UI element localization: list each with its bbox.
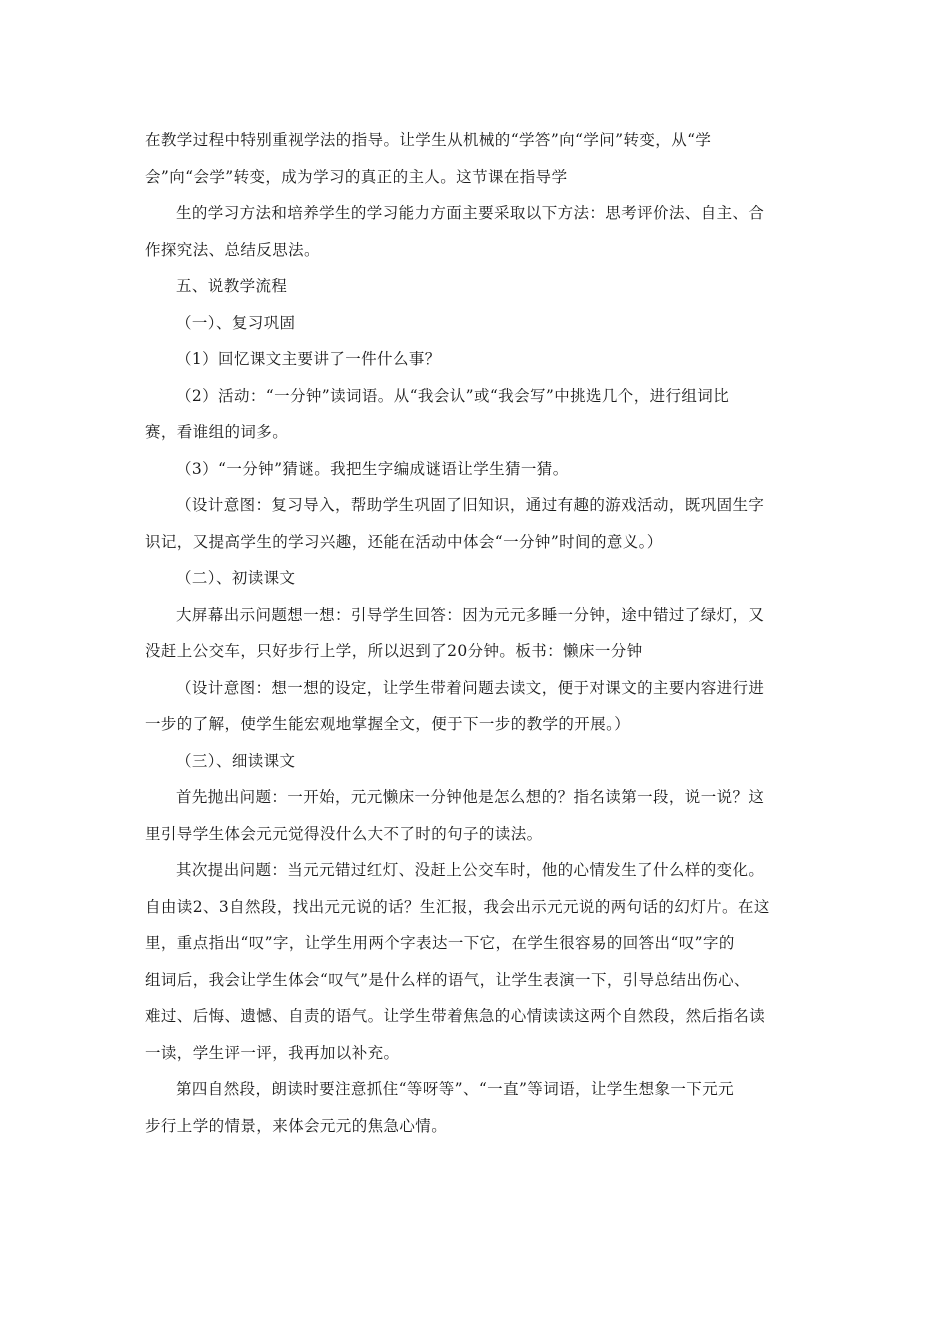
subsection-heading: （一）、复习巩固: [176, 313, 296, 332]
text-line: 没赶上公交车，只好步行上学，所以迟到了20分钟。板书：懒床一分钟: [145, 642, 643, 660]
document-body: [145, 122, 807, 1144]
text-line: （1）回忆课文主要讲了一件什么事？: [176, 350, 441, 368]
text-line: 会”向“会学”转变，成为学习的真正的主人。这节课在指导学: [145, 167, 568, 186]
text-line: （2）活动：“一分钟”读词语。从“我会认”或“我会写”中挑选几个，进行组词比: [176, 386, 730, 405]
text-line: （3）“一分钟”猜谜。我把生字编成谜语让学生猜一猜。: [176, 459, 569, 478]
text-line: 识记，又提高学生的学习兴趣，还能在活动中体会“一分钟”时间的意义。）: [145, 532, 663, 551]
subsection-heading: （三）、细读课文: [176, 751, 296, 770]
text-line: 第四自然段，朗读时要注意抓住“等呀等”、“一直”等词语，让学生想象一下元元: [176, 1080, 734, 1098]
text-line: 在教学过程中特别重视学法的指导。让学生从机械的“学答”向“学问”转变，从“学: [145, 131, 712, 149]
text-line: 作探究法、总结反思法。: [145, 240, 320, 259]
text-line: 里，重点指出“叹”字，让学生用两个字表达一下它，在学生很容易的回答出“叹”字的: [145, 934, 735, 952]
section-heading: 五、说教学流程: [176, 277, 288, 295]
text-line: 生的学习方法和培养学生的学习能力方面主要采取以下方法：思考评价法、自主、合: [176, 204, 765, 222]
text-line: （设计意图：复习导入，帮助学生巩固了旧知识，通过有趣的游戏活动，既巩固生字: [176, 496, 765, 514]
text-line: （设计意图：想一想的设定，让学生带着问题去读文，便于对课文的主要内容进行进: [176, 678, 765, 697]
text-line: 首先抛出问题：一开始，元元懒床一分钟他是怎么想的？指名读第一段，说一说？这: [176, 788, 765, 806]
text-line: 一步的了解，使学生能宏观地掌握全文，便于下一步的教学的开展。）: [145, 715, 631, 733]
text-line: 一读，学生评一评，我再加以补充。: [145, 1043, 400, 1062]
text-line: 里引导学生体会元元觉得没什么大不了时的句子的读法。: [145, 824, 543, 843]
text-line: 大屏幕出示问题想一想：引导学生回答：因为元元多睡一分钟，途中错过了绿灯，又: [176, 605, 765, 624]
subsection-heading: （二）、初读课文: [176, 569, 296, 587]
text-line: 赛，看谁组的词多。: [145, 423, 289, 441]
text-line: 步行上学的情景，来体会元元的焦急心情。: [145, 1116, 448, 1135]
text-line: 其次提出问题：当元元错过红灯、没赶上公交车时，他的心情发生了什么样的变化。: [176, 861, 765, 879]
text-line: 组词后，我会让学生体会“叹气”是什么样的语气，让学生表演一下，引导总结出伤心、: [145, 970, 750, 989]
text-line: 难过、后悔、遗憾、自责的语气。让学生带着焦急的心情读读这两个自然段，然后指名读: [145, 1007, 766, 1025]
text-line: 自由读2、3自然段，找出元元说的话？生汇报，我会出示元元说的两句话的幻灯片。在这: [145, 897, 770, 916]
